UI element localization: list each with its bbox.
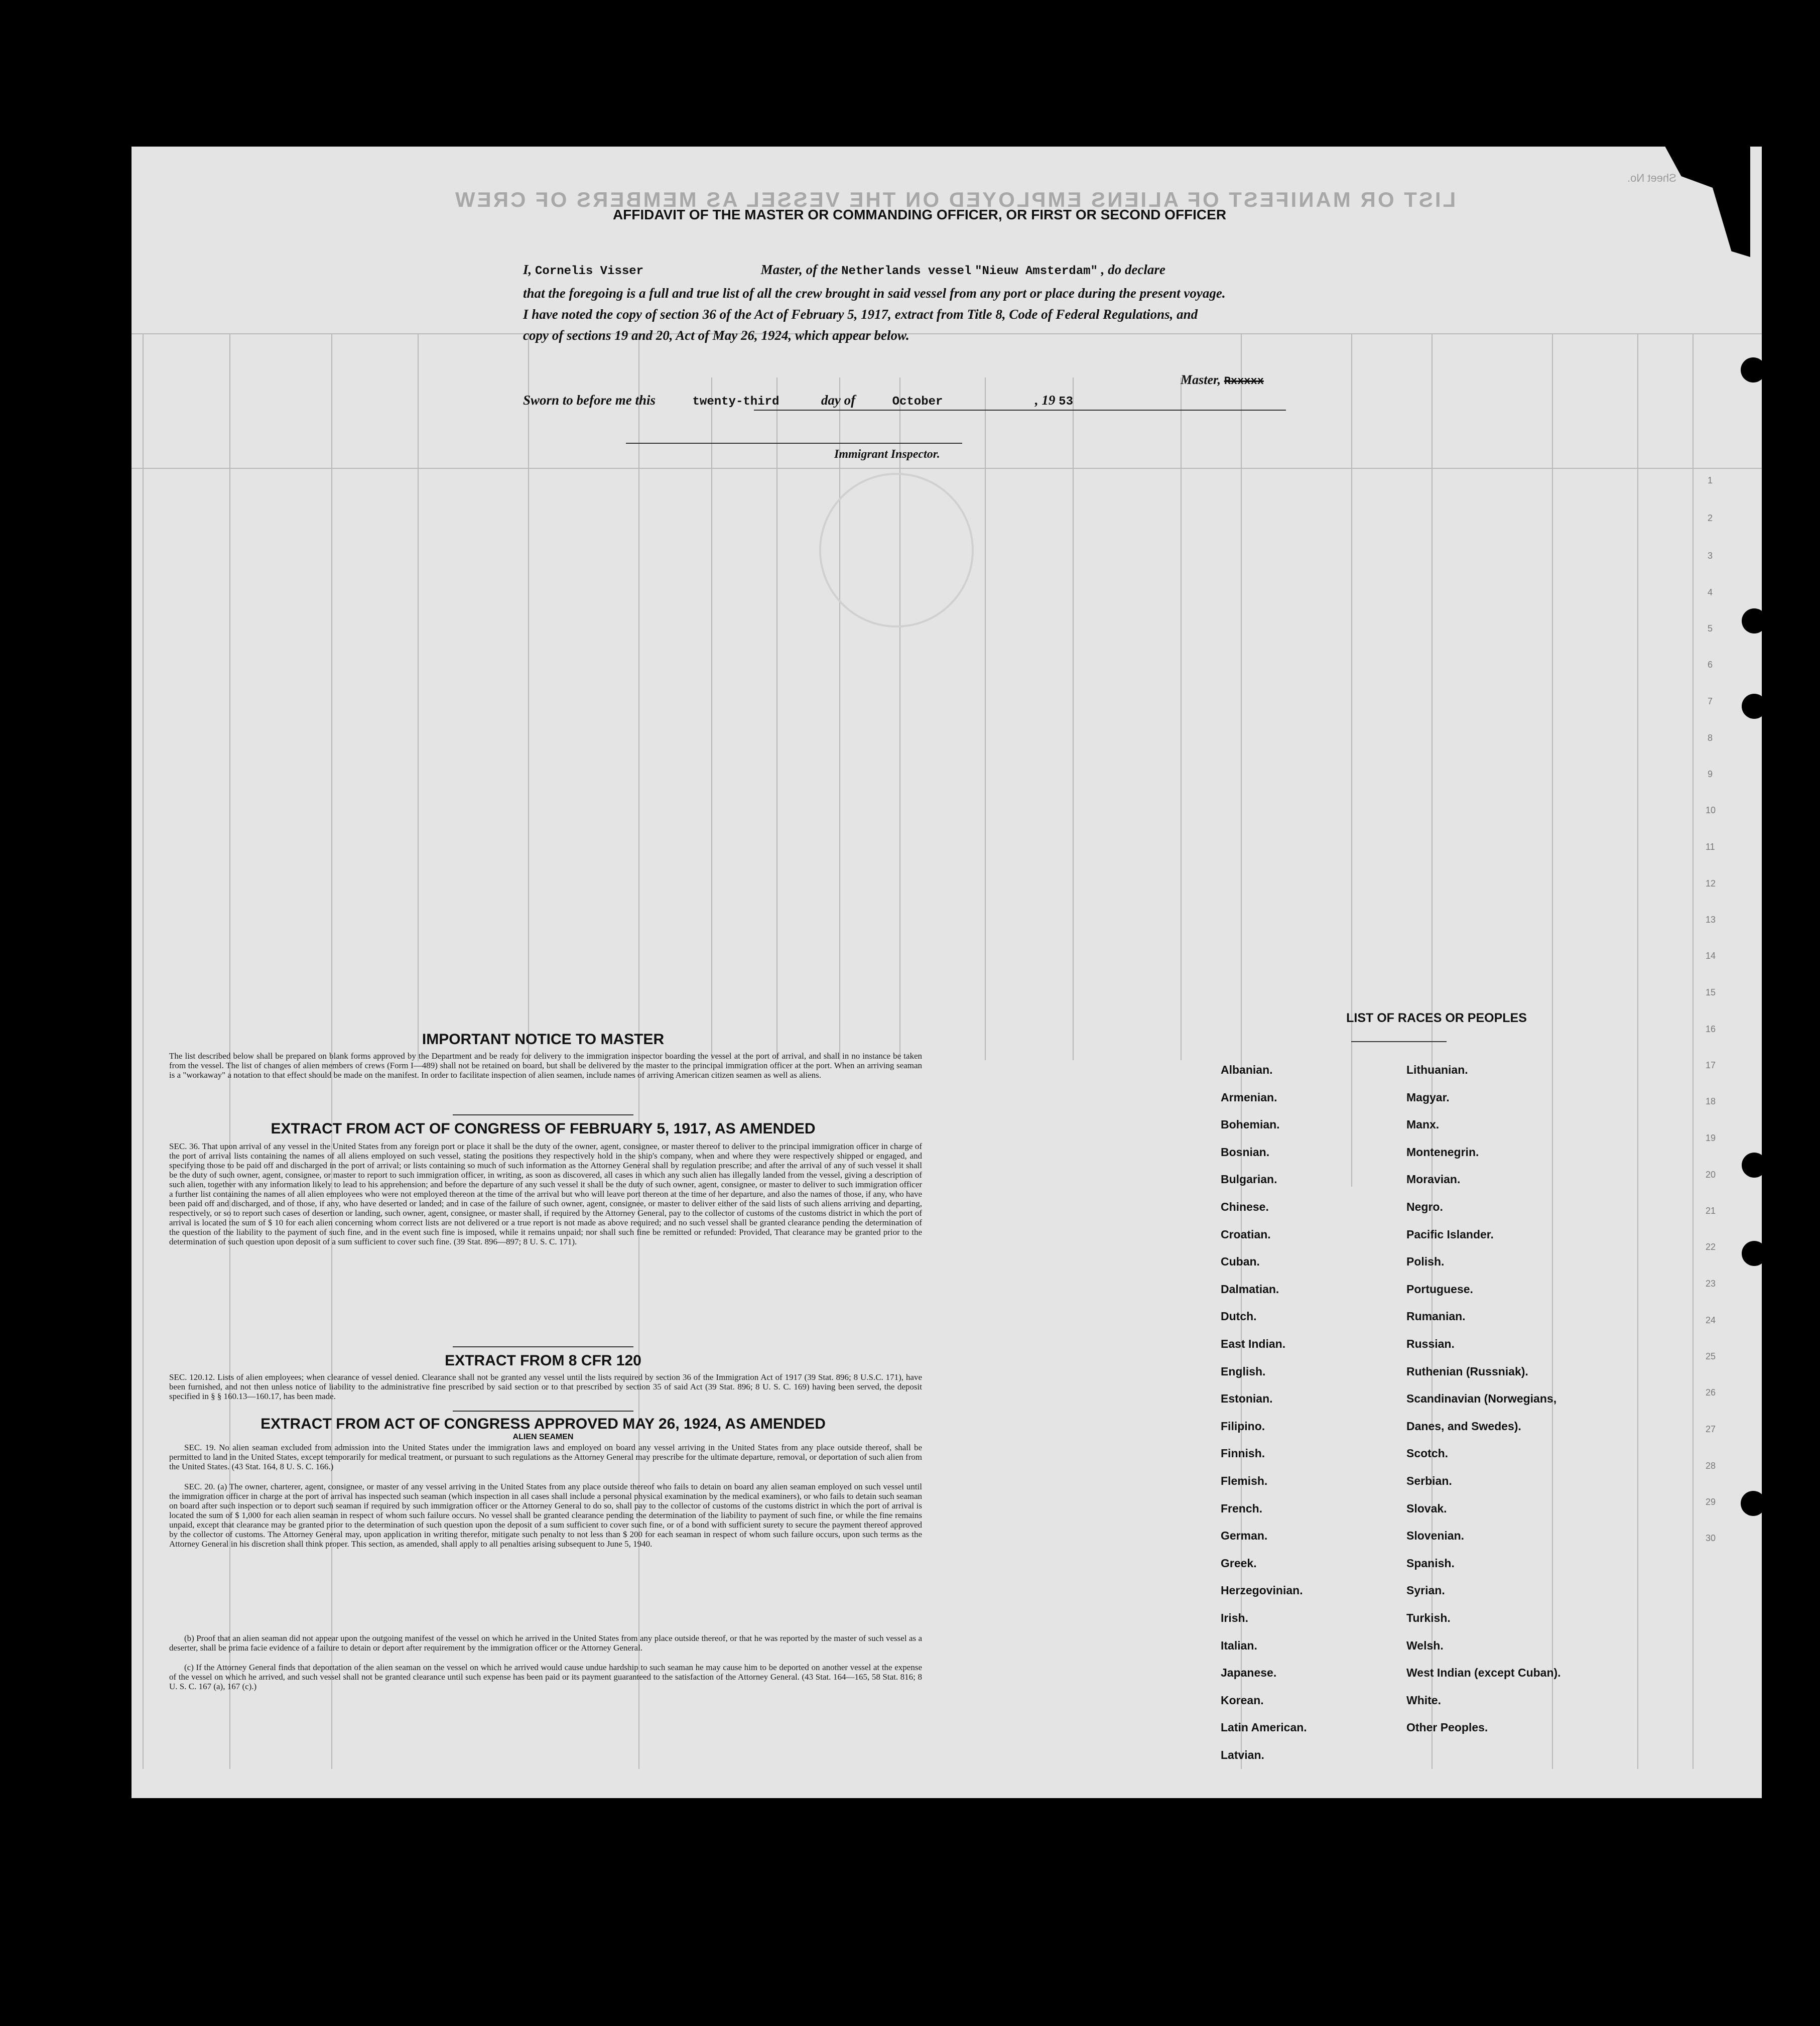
sworn-underline <box>754 410 1286 411</box>
race-item: Bulgarian. <box>1221 1173 1277 1186</box>
affidavit-line-4: copy of sections 19 and 20, Act of May 26, 1924, which appear below. <box>523 328 909 343</box>
races-column-1 <box>1221 1063 1401 1776</box>
race-item: Slovak. <box>1406 1501 1447 1515</box>
race-item: Polish. <box>1406 1255 1445 1269</box>
grid-rule <box>1351 333 1352 1187</box>
races-column-2 <box>1406 1063 1667 1776</box>
race-item: Japanese. <box>1221 1666 1277 1680</box>
grid-rule <box>132 468 1762 469</box>
race-item: Pacific Islander. <box>1406 1227 1494 1241</box>
master-label: Master, <box>1181 372 1221 387</box>
race-item: East Indian. <box>1221 1337 1286 1350</box>
extract-cfr-body: SEC. 120.12. Lists of alien employees; when clearance of vessel denied. Clearance shall not be granted any vessel until the lists required by section 36 of the Immigration Act of 1917 (39 Stat. 896; 8 U.S.C. 171), have been furnished, and not then unless notice of liability to the administrative fine prescribed by said section or to that prescribed by section 35 of said Act (39 Stat. 896; 8 U. S. C. 169) having been served, the deposit specified in § § 160.13—160.17, has been made. <box>169 1372 922 1401</box>
row-number: 9 <box>1708 769 1713 779</box>
race-item: Irish. <box>1221 1611 1248 1624</box>
inspector-label: Immigrant Inspector. <box>834 448 940 461</box>
grid-rule <box>528 333 529 1061</box>
vessel-nationality: Netherlands vessel <box>841 265 972 278</box>
affidavit-line-1 <box>523 262 1165 278</box>
race-item: Serbian. <box>1406 1474 1452 1487</box>
race-item: French. <box>1221 1501 1263 1515</box>
race-item: English. <box>1221 1364 1266 1378</box>
race-item: Montenegrin. <box>1406 1145 1479 1159</box>
row-number: 29 <box>1706 1497 1716 1507</box>
extract-1917-title: EXTRACT FROM ACT OF CONGRESS OF FEBRUARY 5, 1917, AS AMENDED <box>271 1120 816 1137</box>
sworn-day: twenty-third <box>692 395 779 409</box>
race-item: Finnish. <box>1221 1447 1265 1460</box>
row-number: 11 <box>1706 842 1715 852</box>
grid-rule <box>143 333 144 1769</box>
stamp-bleed <box>819 473 974 627</box>
race-item: Moravian. <box>1406 1173 1461 1186</box>
row-number: 25 <box>1706 1351 1716 1361</box>
row-number: 1 <box>1708 475 1713 485</box>
race-item: Armenian. <box>1221 1090 1277 1104</box>
grid-rule <box>1181 377 1182 1060</box>
races-title: LIST OF RACES OR PEOPLES <box>1346 1011 1527 1025</box>
row-number: 26 <box>1706 1387 1716 1398</box>
row-number: 5 <box>1708 623 1713 634</box>
punch-hole <box>1742 608 1767 634</box>
race-item: Turkish. <box>1406 1611 1451 1624</box>
extract-1924-sec19: SEC. 19. No alien seaman excluded from admission into the United States under the immigration laws and employed on board any vessel arriving in the United States from any place outside thereof, shall be permitted to land in the United States, except temporarily for medical treatment, or pursuant to such regulations as the Attorney General may prescribe for the ultimate departure, removal, or deportation of such alien from the United States. (43 Stat. 164, 8 U. S. C. 166.) <box>169 1443 922 1471</box>
race-item: Other Peoples. <box>1406 1721 1488 1734</box>
race-item: Chinese. <box>1221 1200 1269 1213</box>
race-item: Negro. <box>1406 1200 1443 1213</box>
race-item: Cuban. <box>1221 1255 1260 1269</box>
race-item: Dalmatian. <box>1221 1282 1279 1296</box>
vessel-name: "Nieuw Amsterdam" <box>975 265 1098 278</box>
race-item: Albanian. <box>1221 1063 1273 1076</box>
row-number: 30 <box>1706 1533 1716 1543</box>
row-number: 10 <box>1706 805 1716 815</box>
extract-1924-sec20c: (c) If the Attorney General finds that deportation of the alien seaman on the vessel on which he arrived would cause undue hardship to such seaman he may cause him to be deported on another vessel at the expense of the vessel on which he arrived, and such vessel shall not be granted clearance until such expense has been paid or its payment guaranteed to the satisfaction of the Attorney General. (43 Stat. 164—165, 58 Stat. 816; 8 U. S. C. 167 (a), 167 (c).) <box>169 1663 922 1691</box>
affidavit-prefix: I, <box>523 262 532 277</box>
race-item: Welsh. <box>1406 1638 1444 1652</box>
race-item: Lithuanian. <box>1406 1063 1468 1076</box>
grid-rule <box>776 377 777 1060</box>
race-item: Russian. <box>1406 1337 1455 1350</box>
race-item: Danes, and Swedes). <box>1406 1419 1521 1433</box>
bleed-through-sheet-label: Sheet No. <box>1627 172 1676 184</box>
race-item: Slovenian. <box>1406 1529 1465 1543</box>
row-number: 3 <box>1708 551 1713 561</box>
row-number: 28 <box>1706 1461 1716 1471</box>
grid-rule <box>418 333 419 1061</box>
sworn-prefix: Sworn to before me this <box>523 393 656 408</box>
punch-hole <box>1741 357 1766 383</box>
race-item: Latvian. <box>1221 1748 1264 1761</box>
grid-rule <box>711 377 712 1060</box>
race-item: Bohemian. <box>1221 1118 1280 1131</box>
sworn-line <box>523 393 1073 409</box>
race-item: West Indian (except Cuban). <box>1406 1666 1561 1680</box>
race-item: Greek. <box>1221 1556 1257 1570</box>
affidavit-mid: Master, of the <box>760 262 838 277</box>
punch-hole <box>1742 694 1767 719</box>
row-number: 6 <box>1708 660 1713 670</box>
row-number: 24 <box>1706 1315 1716 1325</box>
row-number: 14 <box>1706 951 1716 961</box>
race-item: Manx. <box>1406 1118 1440 1131</box>
affidavit-suffix: , do declare <box>1101 262 1165 277</box>
grid-rule <box>1693 333 1694 1769</box>
affidavit-title: AFFIDAVIT OF THE MASTER OR COMMANDING OFFICER, OR FIRST OR SECOND OFFICER <box>612 207 1227 222</box>
sworn-day-of: day of <box>821 393 856 408</box>
race-item: White. <box>1406 1693 1441 1707</box>
grid-rule <box>839 377 840 1060</box>
row-number: 2 <box>1708 513 1713 523</box>
grid-rule <box>1073 377 1074 1060</box>
race-item: Spanish. <box>1406 1556 1455 1570</box>
punch-hole <box>1742 1241 1767 1266</box>
extract-1924-sec20a: SEC. 20. (a) The owner, charterer, agent, consignee, or master of any vessel arriving in the United States from any place outside thereof who fails to detain on board any alien seaman employed on such vessel until the immigration officer in charge at the port of arrival has inspected such seaman (which inspection in all cases shall include a personal physical examination by the medical examiners), or who fails to detain such seaman on board after such inspection or to deport such seaman if required by such immigration officer or the Attorney General to do so, shall pay to the collector of customs of the customs district in which the port of arrival is located the sum of $ 1,000 for each alien seaman in respect of whom such failure occurs. No vessel shall be granted clearance pending the determination of the liability to payment of such fine, or while the fine remains unpaid, except that clearance may be granted prior to the determination of such question upon the deposit of a sum sufficient to cover such fine, or of a bond with sufficient surety to secure the payment thereof approved by the collector of customs. The Attorney General may, upon application in writing therefor, mitigate such penalty to not less than $ 200 for each seaman in respect of whom such failure occurs, upon such terms as the Attorney General in his discretion shall think proper. This section, as amended, shall apply to all penalties arising subsequent to June 5, 1940. <box>169 1482 922 1549</box>
notice-body: The list described below shall be prepared on blank forms approved by the Department and be ready for delivery to the immigration inspector boarding the vessel at the port of arrival, and shall in no instance be taken from the vessel. The list of changes of alien members of crews (Form I—489) shall not be retained on board, but shall be delivered by the master to the principal immigration officer at the port. When an arriving seaman is a "workaway" a notation to that effect should be made on the manifest. In order to facilitate inspection of alien seamen, include names of arriving American citizen seamen as well as aliens. <box>169 1051 922 1080</box>
sworn-year-prefix: , 19 <box>1034 393 1056 408</box>
race-item: Scotch. <box>1406 1447 1449 1460</box>
affidavit-line-2: that the foregoing is a full and true list of all the crew brought in said vessel from any port or place during the present voyage. <box>523 286 1226 301</box>
race-item: Croatian. <box>1221 1227 1271 1241</box>
divider <box>453 1411 633 1412</box>
divider <box>453 1346 633 1347</box>
punch-hole <box>1742 1153 1767 1178</box>
row-number: 21 <box>1706 1206 1716 1216</box>
race-item: Italian. <box>1221 1638 1257 1652</box>
race-item: Herzegovinian. <box>1221 1584 1303 1597</box>
race-item: German. <box>1221 1529 1268 1543</box>
affidavit-line-3: I have noted the copy of section 36 of the Act of February 5, 1917, extract from Title 8, Code of Federal Regulations, and <box>523 307 1198 322</box>
row-number: 19 <box>1706 1133 1716 1143</box>
row-number: 23 <box>1706 1279 1716 1289</box>
race-item: Flemish. <box>1221 1474 1268 1487</box>
extract-1924-title: EXTRACT FROM ACT OF CONGRESS APPROVED MAY 26, 1924, AS AMENDED <box>261 1416 826 1432</box>
sworn-month: October <box>892 395 943 409</box>
extract-1924-subtitle: ALIEN SEAMEN <box>512 1433 574 1441</box>
row-number: 20 <box>1706 1170 1716 1180</box>
row-number: 7 <box>1708 696 1713 706</box>
grid-rule <box>985 377 986 1060</box>
torn-corner <box>1625 147 1750 257</box>
race-item: Ruthenian (Russniak). <box>1406 1364 1528 1378</box>
row-number: 22 <box>1706 1242 1716 1252</box>
row-number: 4 <box>1708 587 1713 597</box>
race-item: Rumanian. <box>1406 1310 1466 1323</box>
grid-rule <box>132 333 1762 334</box>
race-item: Portuguese. <box>1406 1282 1473 1296</box>
race-item: Magyar. <box>1406 1090 1450 1104</box>
master-name: Cornelis Visser <box>535 265 644 278</box>
race-item: Scandinavian (Norwegians, <box>1406 1392 1557 1406</box>
extract-1924-sec20b: (b) Proof that an alien seaman did not appear upon the outgoing manifest of the vessel on which he arrived in the United States from any place outside thereof, or that he was reported by the master of such vessel as a deserter, shall be prima facie evidence of a failure to detain or deport after requirement by the immigration officer or the Attorney General. <box>169 1633 922 1653</box>
extract-cfr-title: EXTRACT FROM 8 CFR 120 <box>445 1352 641 1369</box>
race-item: Filipino. <box>1221 1419 1265 1433</box>
race-item: Dutch. <box>1221 1310 1257 1323</box>
row-number: 15 <box>1706 987 1716 997</box>
race-item: Bosnian. <box>1221 1145 1270 1159</box>
row-number: 17 <box>1706 1060 1716 1070</box>
row-number: 27 <box>1706 1424 1716 1434</box>
master-struck-title: Rxxxxx <box>1224 375 1264 388</box>
extract-1917-body: SEC. 36. That upon arrival of any vessel in the United States from any foreign port or place it shall be the duty of the owner, agent, consignee, or master thereof to deliver to the principal immigration officer in charge of the port of arrival lists containing the names of all aliens employed on such vessel, stating the positions they respectively hold in the ship's company, when and where they were respectively shipped or engaged, and specifying those to be paid off and discharged in the port of arrival; or lists containing so much of such information as the Attorney General shall by regulation prescribe; and after the arrival of any of such vessel it shall be the duty of such owner, agent, consignee, or master to report to such immigration officer, in writing, as soon as discovered, all cases in which any such alien has illegally landed from the vessel, giving a description of such alien, together with any information likely to lead to his apprehension; and before the departure of any such vessel it shall be the duty of such owner, agent, consignee, or master to deliver to such immigration officer a further list containing the names of all alien employees who were not employed thereon at the time of the arrival but who will leave port thereon at the time of her departure, and also the names of those, if any, who have been paid off and discharged, and of those, if any, who have deserted or landed; and in case of the failure of such owner, agent, consignee, or master to deliver either of the said lists of such aliens arriving and departing, respectively, or so to report such cases of desertion or landing, such owner, agent, consignee, or master shall, if required by the Attorney General, pay to the collector of customs of the customs district in which the port of arrival is located the sum of $ 10 for each alien concerning whom correct lists are not delivered or a true report is not made as above required; and no such vessel shall be granted clearance pending the determination of the question of the liability to the payment of such fine, and in the event such fine is imposed, while it remains unpaid; nor shall such fine be remitted or refunded: Provided, That clearance may be granted prior to the determination of such question upon deposit of a sum sufficient to cover such fine. (39 Stat. 896—897; 8 U. S. C. 171). <box>169 1142 922 1246</box>
races-title-rule <box>1351 1041 1447 1042</box>
row-number: 12 <box>1706 878 1716 889</box>
race-item: Korean. <box>1221 1693 1264 1707</box>
race-item: Estonian. <box>1221 1392 1273 1406</box>
race-item: Syrian. <box>1406 1584 1445 1597</box>
punch-hole <box>1741 1491 1766 1516</box>
divider <box>453 1114 633 1115</box>
race-item: Latin American. <box>1221 1721 1307 1734</box>
row-number: 13 <box>1706 915 1716 925</box>
bleed-through-title: LIST OR MANIFEST OF ALIENS EMPLOYED ON THE VESSEL AS MEMBERS OF CREW <box>453 188 1456 211</box>
notice-title: IMPORTANT NOTICE TO MASTER <box>422 1031 665 1048</box>
sworn-year: 53 <box>1059 395 1073 409</box>
row-number: 16 <box>1706 1024 1716 1034</box>
inspector-signature-rule <box>626 443 962 444</box>
row-number: 8 <box>1708 733 1713 743</box>
document-page <box>132 147 1762 1798</box>
row-number: 18 <box>1706 1096 1716 1106</box>
master-signature-line <box>1181 372 1264 388</box>
